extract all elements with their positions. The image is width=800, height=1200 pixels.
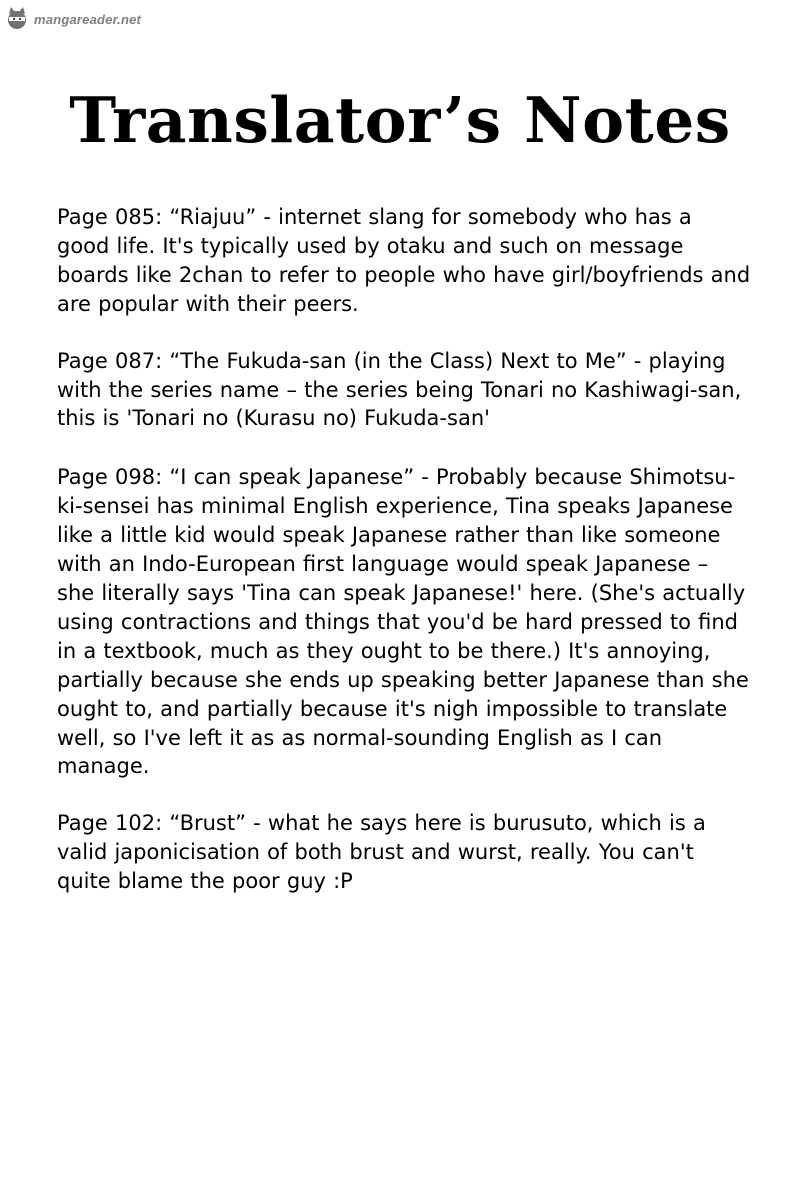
watermark-text: mangareader.net bbox=[34, 11, 142, 27]
ninja-cat-logo-icon bbox=[4, 6, 30, 32]
note-page-085: Page 085: “Riajuu” - internet slang for somebody who has a good life. It's typically used by otaku and such on message boards like 2chan to refer to people who have girl/boyfriends and are popular with their peers. bbox=[57, 205, 751, 316]
note-page-087: Page 087: “The Fukuda-san (in the Class) Next to Me” - playing with the series name – the series being Tonari no Kashiwagi-san, this is 'Tonari no (Kurasu no) Fukuda-san' bbox=[57, 348, 742, 431]
site-watermark bbox=[4, 6, 141, 32]
notes-list bbox=[57, 203, 751, 924]
page-title: Translator’s Notes bbox=[69, 83, 731, 157]
note-page-102: Page 102: “Brust” - what he says here is burusuto, which is a valid japonicisation of both brust and wurst, really. You can't quite blame the poor guy :P bbox=[57, 811, 706, 894]
note-page-098: Page 098: “I can speak Japanese” - Probably because Shimotsu-ki-sensei has minimal English experience, Tina speaks Japanese like a little kid would speak Japanese rather than like someone with an Indo-European first language would speak Japanese – she literally says 'Tina can speak Japanese!' here. (She's actually using contractions and things that you'd be hard pressed to find in a textbook, much as they ought to be there.) It's annoying, partially because she ends up speaking better Japanese than she ought to, and partially because it's nigh impossible to translate well, so I've left it as as normal-sounding English as I can manage. bbox=[57, 465, 749, 779]
